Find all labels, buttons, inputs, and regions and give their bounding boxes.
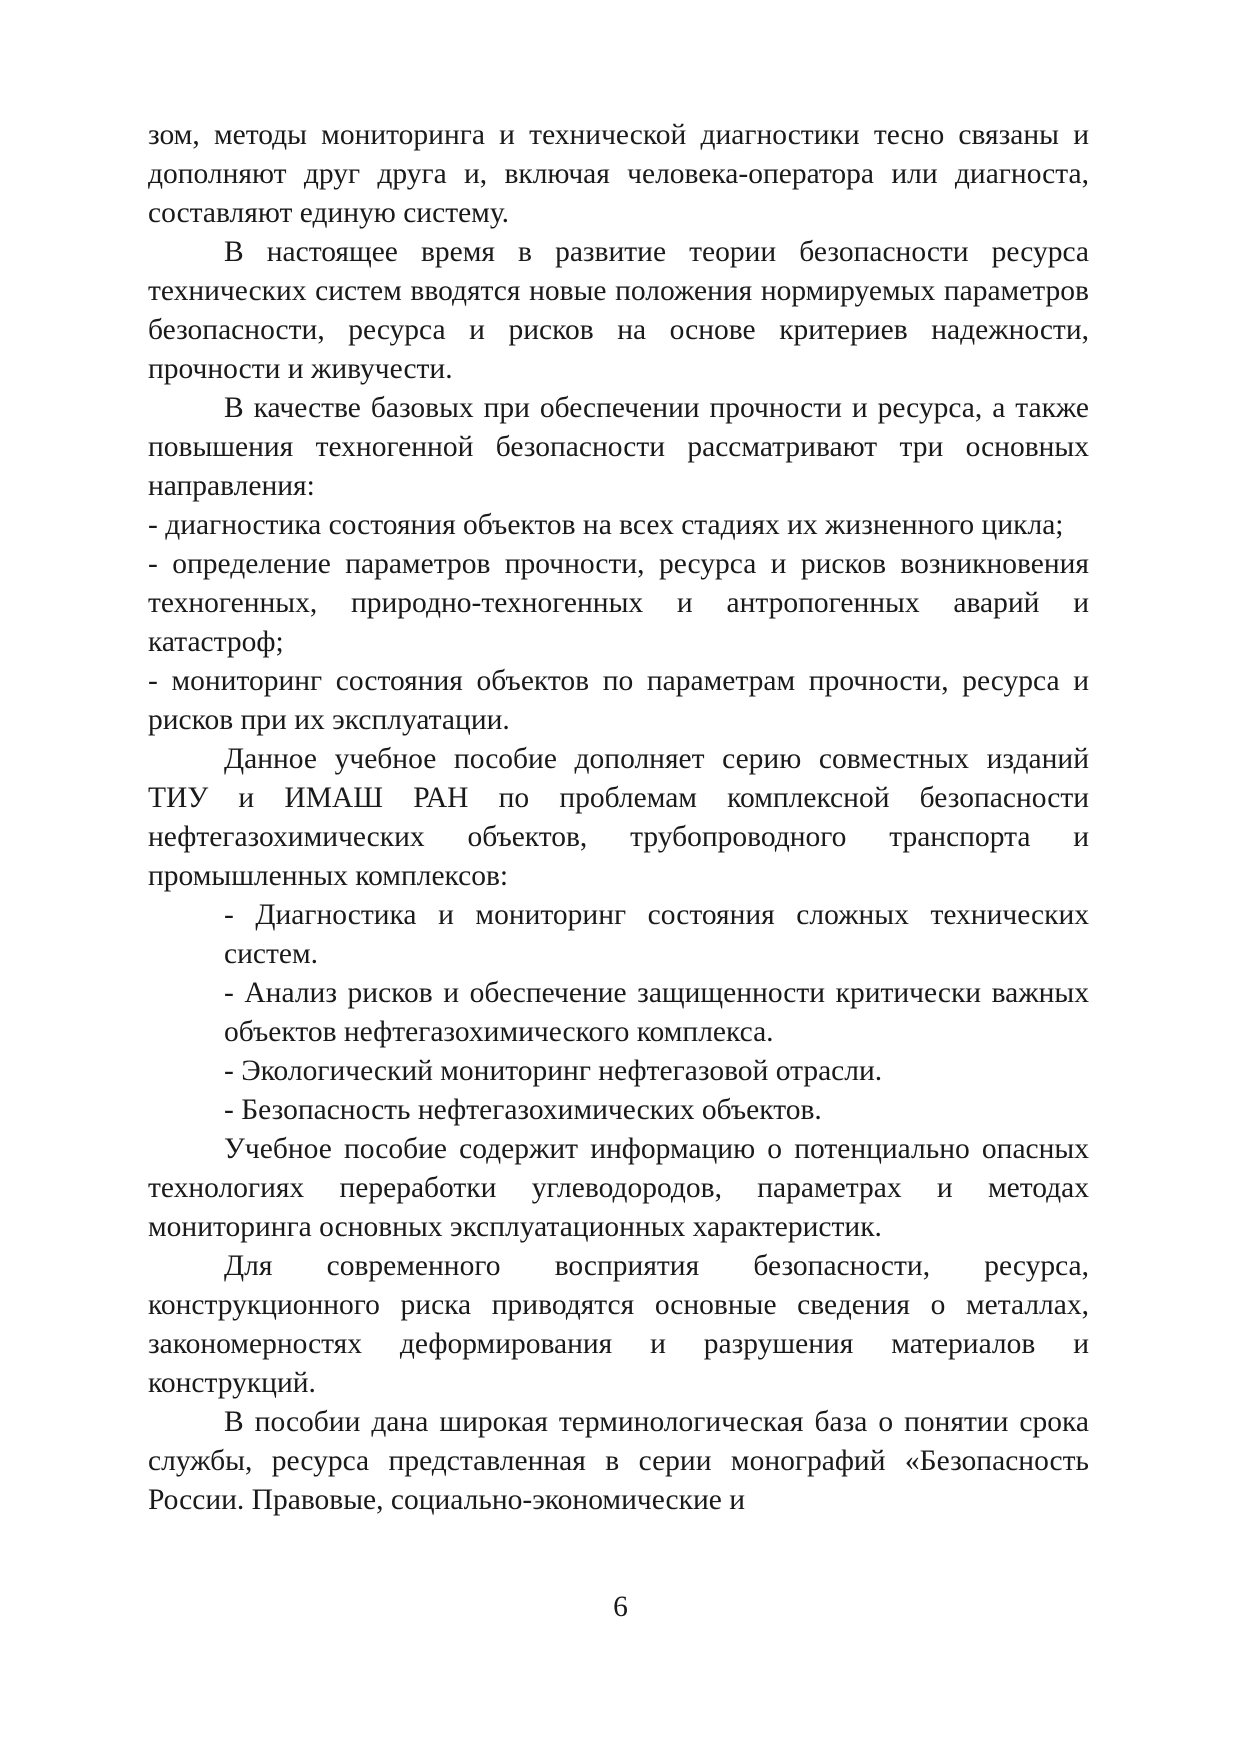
list-item-monitoring: - мониторинг состояния объектов по параметрам прочности, ресурса и рисков при их эксплуатации. [148, 665, 1089, 736]
series-item-1: - Диагностика и мониторинг состояния сложных технических систем. [224, 899, 1089, 970]
series-item-4: - Безопасность нефтегазохимических объектов. [224, 1094, 822, 1126]
body-text [148, 116, 1089, 1520]
list-item-parameters: - определение параметров прочности, ресурса и рисков возникновения техногенных, природно-техногенных и антропогенных аварий и катастроф; [148, 548, 1089, 658]
paragraph-directions: В качестве базовых при обеспечении прочности и ресурса, а также повышения техногенной безопасности рассматривают три основных направления: [148, 392, 1089, 502]
series-item-2: - Анализ рисков и обеспечение защищенности критически важных объектов нефтегазохимического комплекса. [224, 977, 1089, 1048]
series-item-3: - Экологический мониторинг нефтегазовой отрасли. [224, 1055, 883, 1087]
paragraph-content: Учебное пособие содержит информацию о потенциально опасных технологиях переработки углеводородов, параметрах и методах мониторинга основных эксплуатационных характеристик. [148, 1133, 1089, 1243]
paragraph-series: Данное учебное пособие дополняет серию совместных изданий ТИУ и ИМАШ РАН по проблемам комплексной безопасности нефтегазохимических объектов, трубопроводного транспорта и промышленных комплексов: [148, 743, 1089, 892]
paragraph-theory: В настоящее время в развитие теории безопасности ресурса технических систем вводятся новые положения нормируемых параметров безопасности, ресурса и рисков на основе критериев надежности, прочности и живучести. [148, 236, 1089, 385]
list-item-diagnostics: - диагностика состояния объектов на всех стадиях их жизненного цикла; [148, 509, 1064, 541]
page-number: 6 [613, 1591, 628, 1623]
paragraph-continuation: зом, методы мониторинга и технической диагностики тесно связаны и дополняют друг друга и, включая человека-оператора или диагноста, составляют единую систему. [148, 119, 1089, 229]
paragraph-terminology: В пособии дана широкая терминологическая база о понятии срока службы, ресурса представленная в серии монографий «Безопасность России. Правовые, социально-экономические и [148, 1406, 1089, 1516]
paragraph-perception: Для современного восприятия безопасности, ресурса, конструкционного риска приводятся основные сведения о металлах, закономерностях деформирования и разрушения материалов и конструкций. [148, 1250, 1089, 1399]
